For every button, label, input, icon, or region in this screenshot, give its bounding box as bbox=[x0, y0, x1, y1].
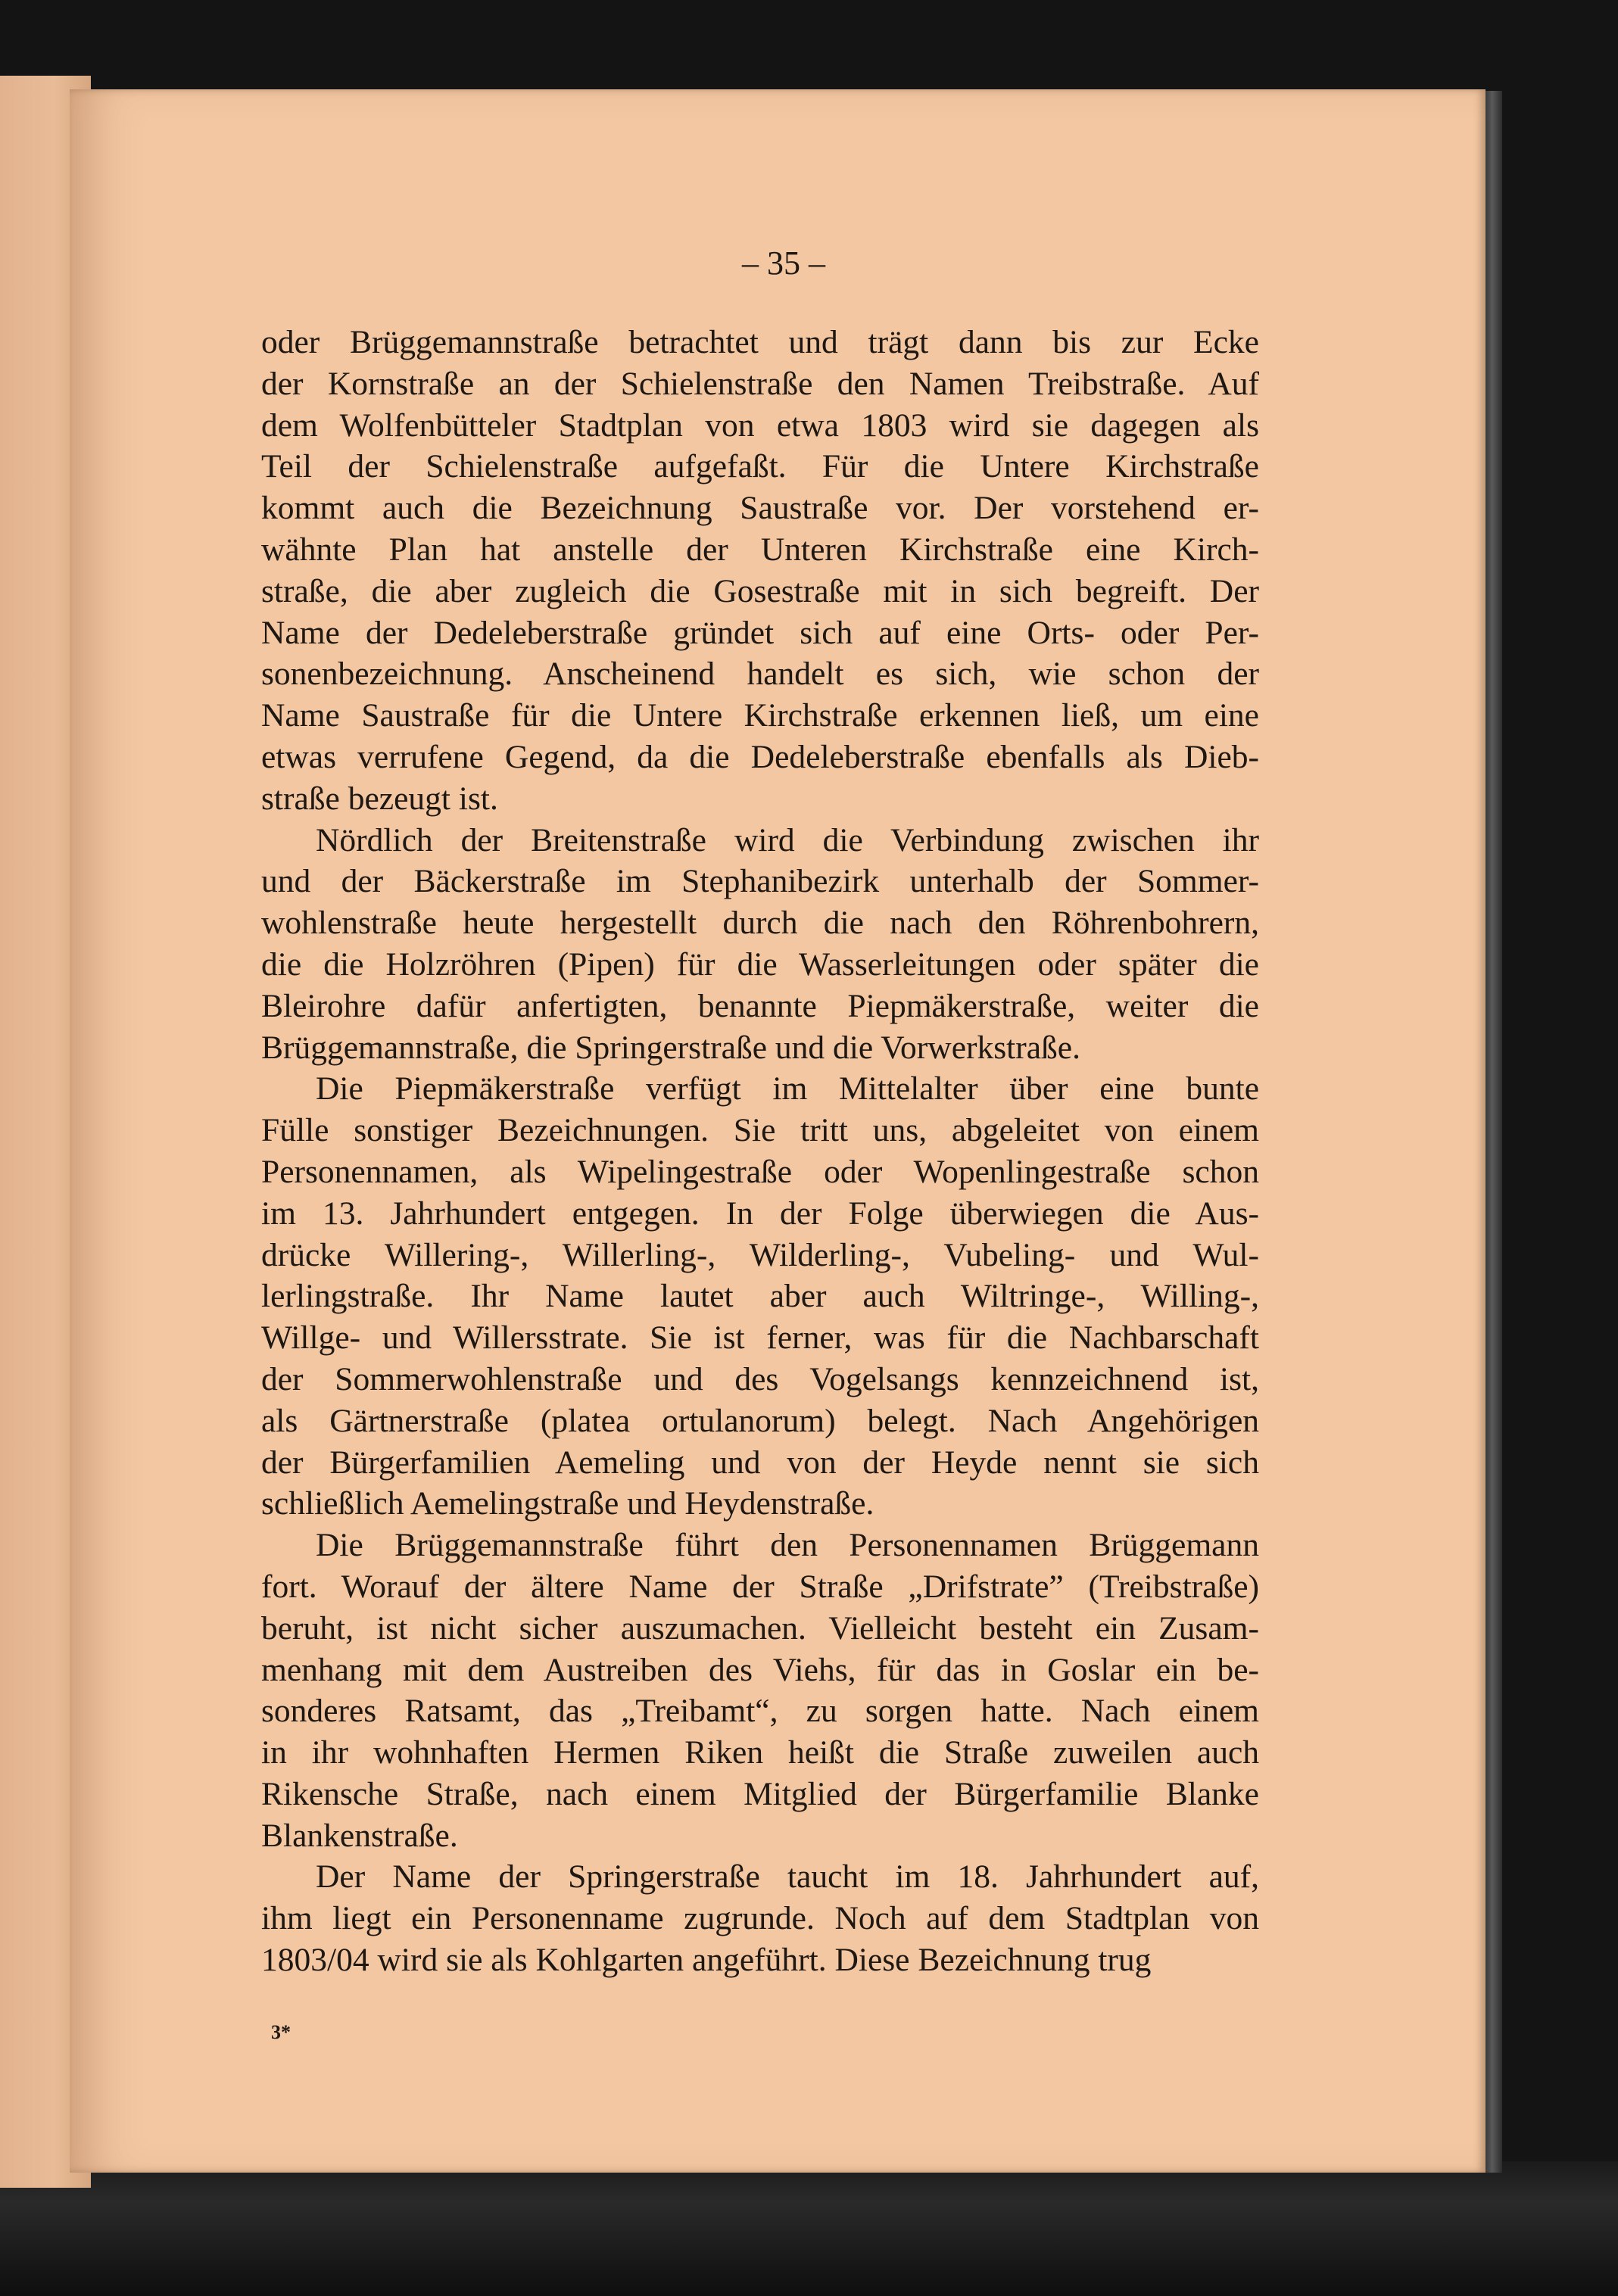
text-line: Personennamen, als Wipelingestraße oder Wopenlingestraße schon bbox=[261, 1153, 1259, 1190]
text-line: schließlich Aemelingstraße und Heydenstraße. bbox=[261, 1485, 874, 1522]
text-line: als Gärtnerstraße (platea ortulanorum) belegt. Nach Angehörigen bbox=[261, 1402, 1259, 1439]
text-line: lerlingstraße. Ihr Name lautet aber auch Wiltringe-, Willing-, bbox=[261, 1278, 1259, 1315]
paragraph bbox=[261, 820, 1259, 1069]
scan-background bbox=[0, 2161, 1618, 2296]
text-line: oder Brüggemannstraße betrachtet und trägt dann bis zur Ecke bbox=[261, 324, 1259, 360]
text-line: wohlenstraße heute hergestellt durch die nach den Röhrenbohrern, bbox=[261, 905, 1259, 942]
text-line: Nördlich der Breitenstraße wird die Verbindung zwischen ihr bbox=[316, 821, 1259, 858]
text-line: der Kornstraße an der Schielenstraße den Namen Treibstraße. Auf bbox=[261, 365, 1259, 402]
text-line: fort. Worauf der ältere Name der Straße „Drifstrate” (Treibstraße) bbox=[261, 1568, 1259, 1605]
text-line: 1803/04 wird sie als Kohlgarten angeführt. Diese Bezeichnung trug bbox=[261, 1942, 1152, 1979]
text-line: beruht, ist nicht sicher auszumachen. Vielleicht besteht ein Zusam- bbox=[261, 1609, 1259, 1646]
text-line: Der Name der Springerstraße taucht im 18. Jahrhundert auf, bbox=[316, 1858, 1259, 1896]
text-line: etwas verrufene Gegend, da die Dedeleberstraße ebenfalls als Dieb- bbox=[261, 738, 1259, 775]
text-line: Willge- und Willersstrate. Sie ist ferner, was für die Nachbarschaft bbox=[261, 1319, 1259, 1357]
page-edge-shadow bbox=[1486, 91, 1502, 2173]
text-line: sonenbezeichnung. Anscheinend handelt es sich, wie schon der bbox=[261, 656, 1259, 693]
text-line: der Sommerwohlenstraße und des Vogelsangs kennzeichnend ist, bbox=[261, 1360, 1259, 1397]
text-line: dem Wolfenbütteler Stadtplan von etwa 1803 wird sie dagegen als bbox=[261, 407, 1259, 444]
text-line: Fülle sonstiger Bezeichnungen. Sie tritt uns, abgeleitet von einem bbox=[261, 1112, 1259, 1149]
text-line: drücke Willering-, Willerling-, Wilderling-, Vubeling- und Wul- bbox=[261, 1236, 1259, 1273]
text-line: menhang mit dem Austreiben des Viehs, für das in Goslar ein be- bbox=[261, 1651, 1259, 1688]
text-line: Die Piepmäkerstraße verfügt im Mittelalter über eine bunte bbox=[316, 1070, 1259, 1108]
text-line: sonderes Ratsamt, das „Treibamt“, zu sorgen hatte. Nach einem bbox=[261, 1693, 1259, 1730]
text-line: in ihr wohnhaften Hermen Riken heißt die Straße zuweilen auch bbox=[261, 1734, 1259, 1771]
body-text bbox=[261, 322, 1259, 1981]
text-line: straße bezeugt ist. bbox=[261, 780, 498, 817]
text-line: Teil der Schielenstraße aufgefaßt. Für die Untere Kirchstraße bbox=[261, 448, 1259, 485]
paragraph bbox=[261, 1068, 1259, 1525]
text-line: Die Brüggemannstraße führt den Personennamen Brüggemann bbox=[316, 1527, 1259, 1564]
text-line: straße, die aber zugleich die Gosestraße mit in sich begreift. Der bbox=[261, 572, 1259, 609]
text-line: Blankenstraße. bbox=[261, 1817, 458, 1854]
text-line: Bleirohre dafür anfertigten, benannte Piepmäkerstraße, weiter die bbox=[261, 987, 1259, 1024]
text-line: ihm liegt ein Personenname zugrunde. Noch auf dem Stadtplan von bbox=[261, 1900, 1259, 1937]
text-line: Name der Dedeleberstraße gründet sich auf eine Orts- oder Per- bbox=[261, 614, 1259, 651]
signature-mark: 3* bbox=[271, 2021, 291, 2043]
text-line: im 13. Jahrhundert entgegen. In der Folge überwiegen die Aus- bbox=[261, 1195, 1259, 1232]
page-number: – 35 – bbox=[742, 245, 825, 282]
paragraph bbox=[261, 322, 1259, 820]
text-line: kommt auch die Bezeichnung Saustraße vor. Der vorstehend er- bbox=[261, 490, 1259, 527]
text-line: die die Holzröhren (Pipen) für die Wasserleitungen oder später die bbox=[261, 946, 1259, 983]
paragraph bbox=[261, 1856, 1259, 1980]
text-line: und der Bäckerstraße im Stephanibezirk unterhalb der Sommer- bbox=[261, 863, 1259, 900]
text-line: Name Saustraße für die Untere Kirchstraße erkennen ließ, um eine bbox=[261, 697, 1259, 734]
text-line: der Bürgerfamilien Aemeling und von der Heyde nennt sie sich bbox=[261, 1444, 1259, 1481]
text-line: Rikensche Straße, nach einem Mitglied der Bürgerfamilie Blanke bbox=[261, 1775, 1259, 1812]
paragraph bbox=[261, 1525, 1259, 1856]
text-line: Brüggemannstraße, die Springerstraße und die Vorwerkstraße. bbox=[261, 1029, 1080, 1066]
text-line: wähnte Plan hat anstelle der Unteren Kirchstraße eine Kirch- bbox=[261, 531, 1259, 568]
